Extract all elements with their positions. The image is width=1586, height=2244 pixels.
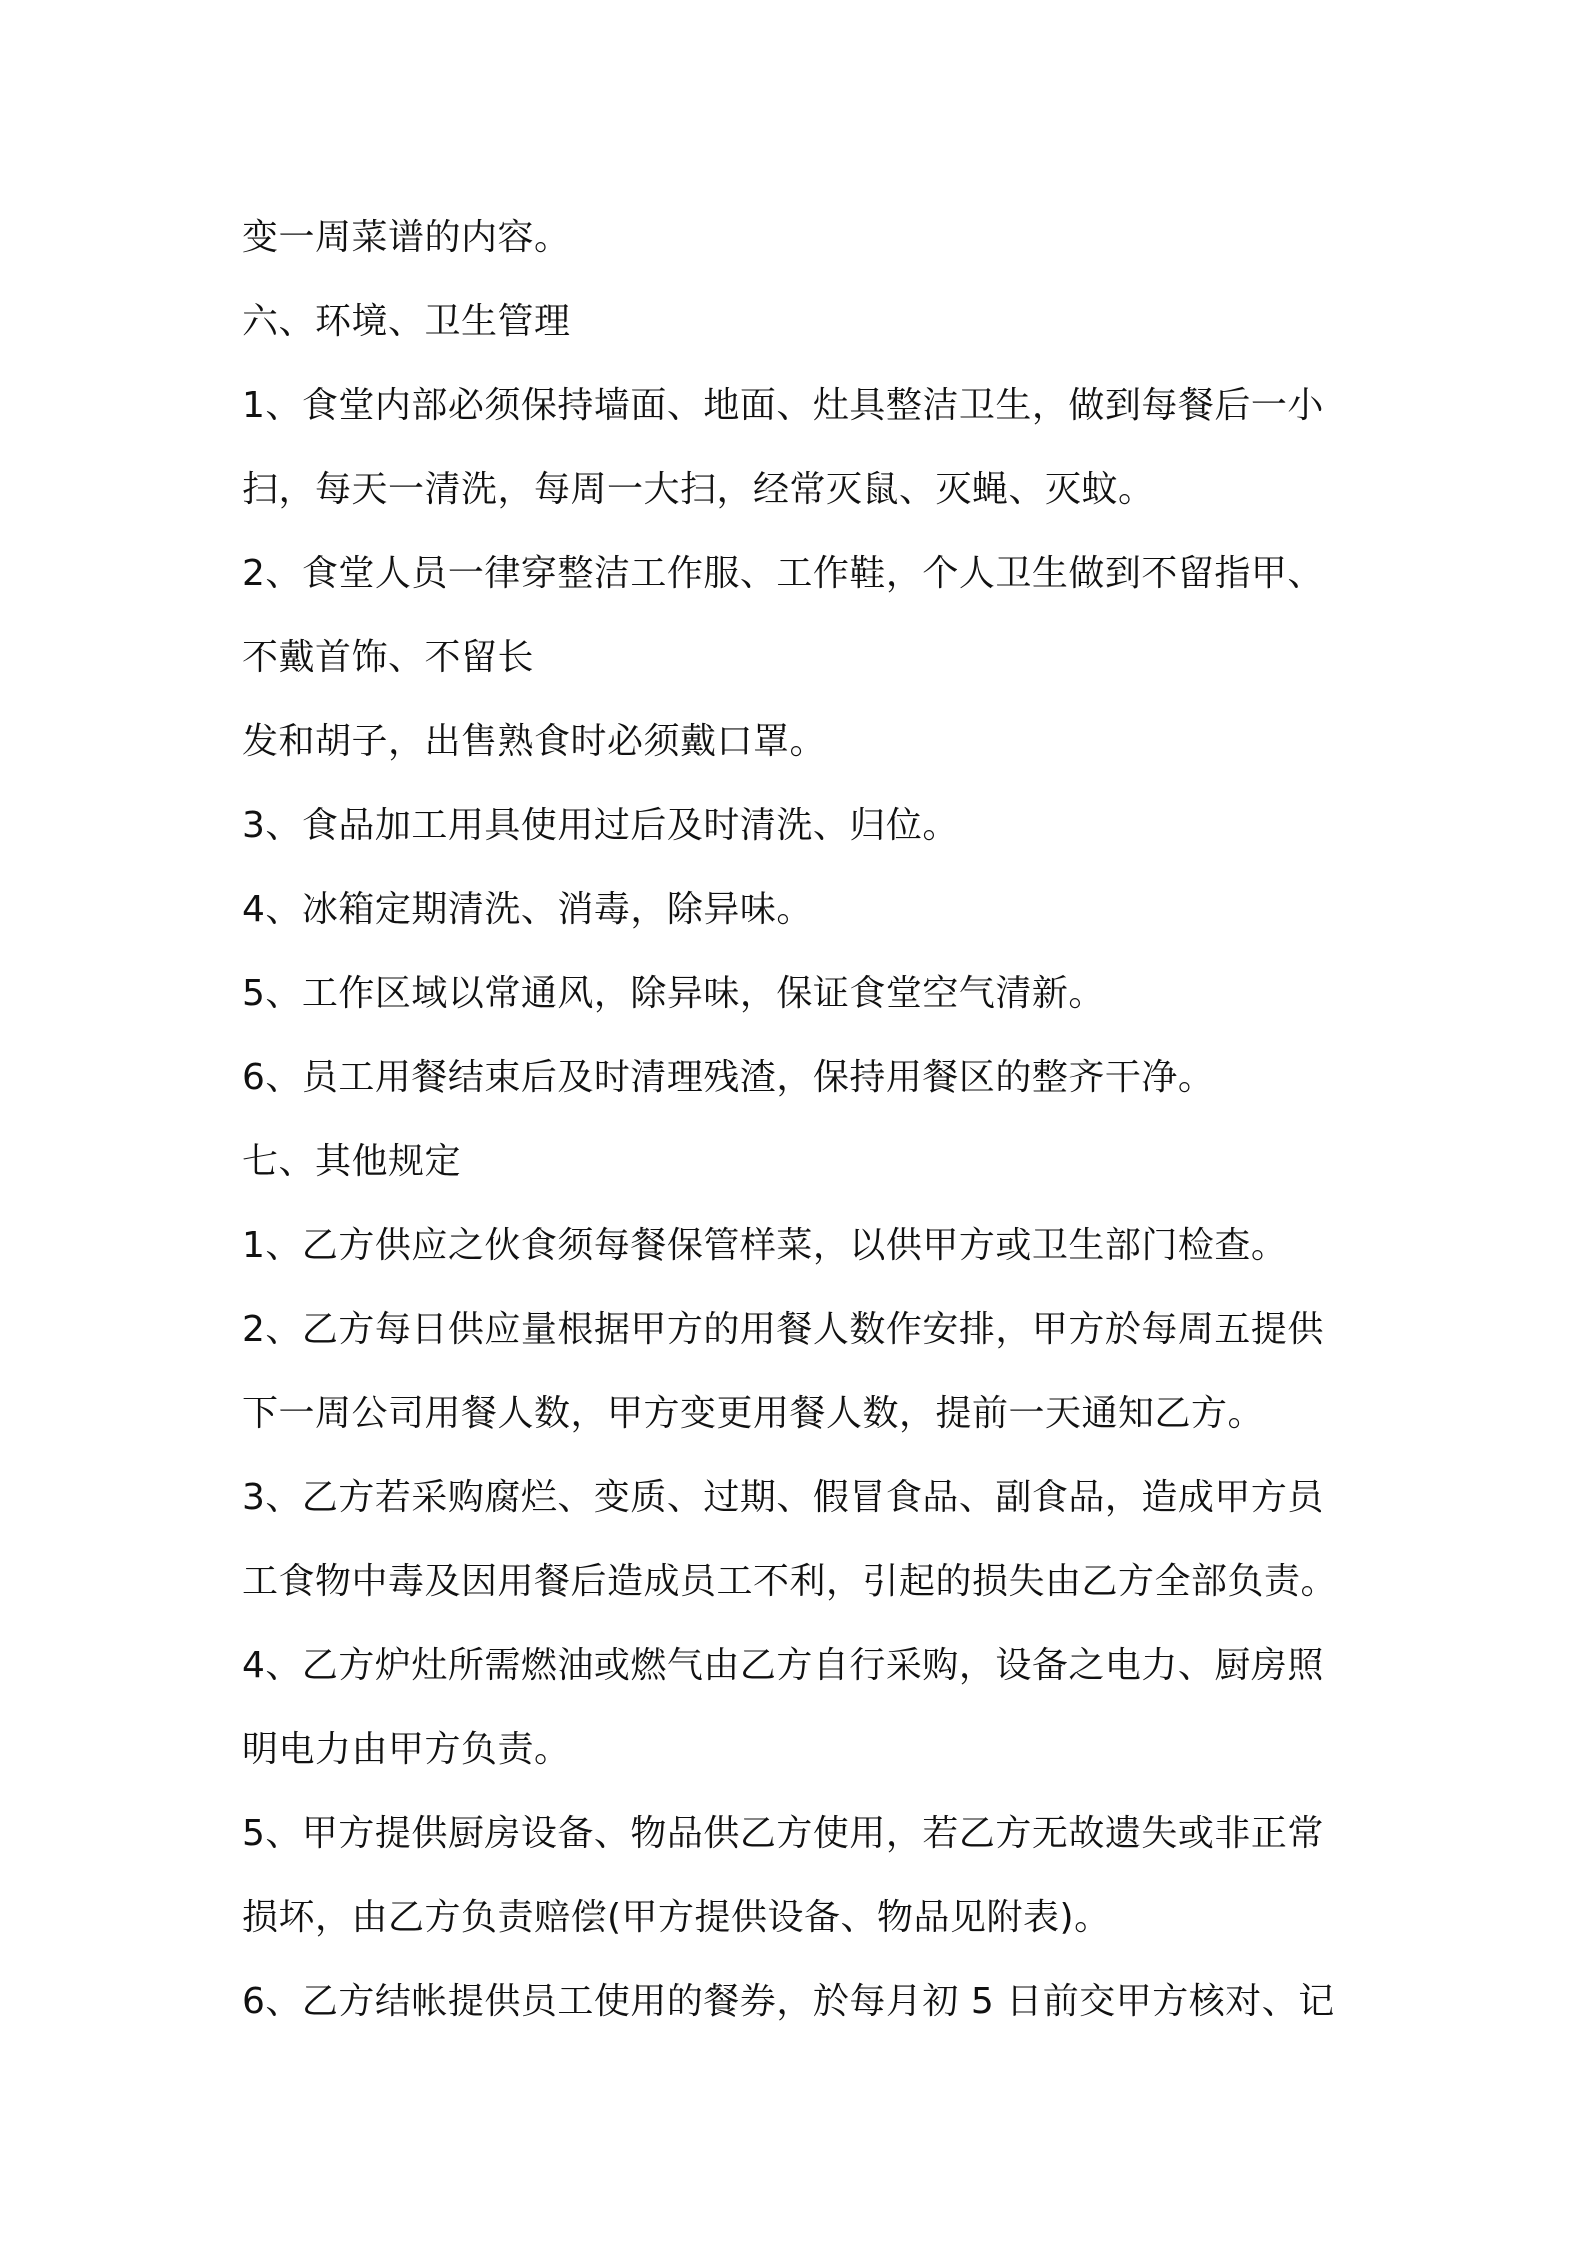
paragraph-line: 6、员工用餐结束后及时清理残渣，保持用餐区的整齐干净。	[242, 1057, 1215, 1098]
paragraph-line: 3、食品加工用具使用过后及时清洗、归位。	[242, 805, 959, 846]
paragraph-line: 发和胡子，出售熟食时必须戴口罩。	[242, 721, 827, 762]
paragraph-line: 1、食堂内部必须保持墙面、地面、灶具整洁卫生，做到每餐后一小	[242, 385, 1324, 426]
paragraph-line: 6、乙方结帐提供员工使用的餐券，於每月初 5 日前交甲方核对、记	[242, 1981, 1335, 2022]
section-heading: 六、环境、卫生管理	[242, 301, 571, 342]
paragraph-line: 2、食堂人员一律穿整洁工作服、工作鞋，个人卫生做到不留指甲、	[242, 553, 1324, 594]
paragraph-line: 5、甲方提供厨房设备、物品供乙方使用，若乙方无故遗失或非正常	[242, 1813, 1324, 1854]
paragraph-line: 不戴首饰、不留长	[242, 637, 535, 678]
paragraph-line: 1、乙方供应之伙食须每餐保管样菜，以供甲方或卫生部门检查。	[242, 1225, 1288, 1266]
paragraph-line: 4、冰箱定期清洗、消毒，除异味。	[242, 889, 813, 930]
paragraph-line: 2、乙方每日供应量根据甲方的用餐人数作安排，甲方於每周五提供	[242, 1309, 1324, 1350]
paragraph-line: 变一周菜谱的内容。	[242, 217, 571, 258]
paragraph-line: 下一周公司用餐人数，甲方变更用餐人数，提前一天通知乙方。	[242, 1393, 1265, 1434]
paragraph-line: 工食物中毒及因用餐后造成员工不利，引起的损失由乙方全部负责。	[242, 1561, 1338, 1602]
section-heading: 七、其他规定	[242, 1141, 462, 1182]
document-body	[242, 196, 1362, 2044]
paragraph-line: 5、工作区域以常通风，除异味，保证食堂空气清新。	[242, 973, 1105, 1014]
paragraph-line: 4、乙方炉灶所需燃油或燃气由乙方自行采购，设备之电力、厨房照	[242, 1645, 1324, 1686]
paragraph-line: 扫，每天一清洗，每周一大扫，经常灭鼠、灭蝇、灭蚊。	[242, 469, 1155, 510]
paragraph-line: 明电力由甲方负责。	[242, 1729, 571, 1770]
paragraph-line: 损坏，由乙方负责赔偿(甲方提供设备、物品见附表)。	[242, 1897, 1111, 1938]
paragraph-line: 3、乙方若采购腐烂、变质、过期、假冒食品、副食品，造成甲方员	[242, 1477, 1324, 1518]
